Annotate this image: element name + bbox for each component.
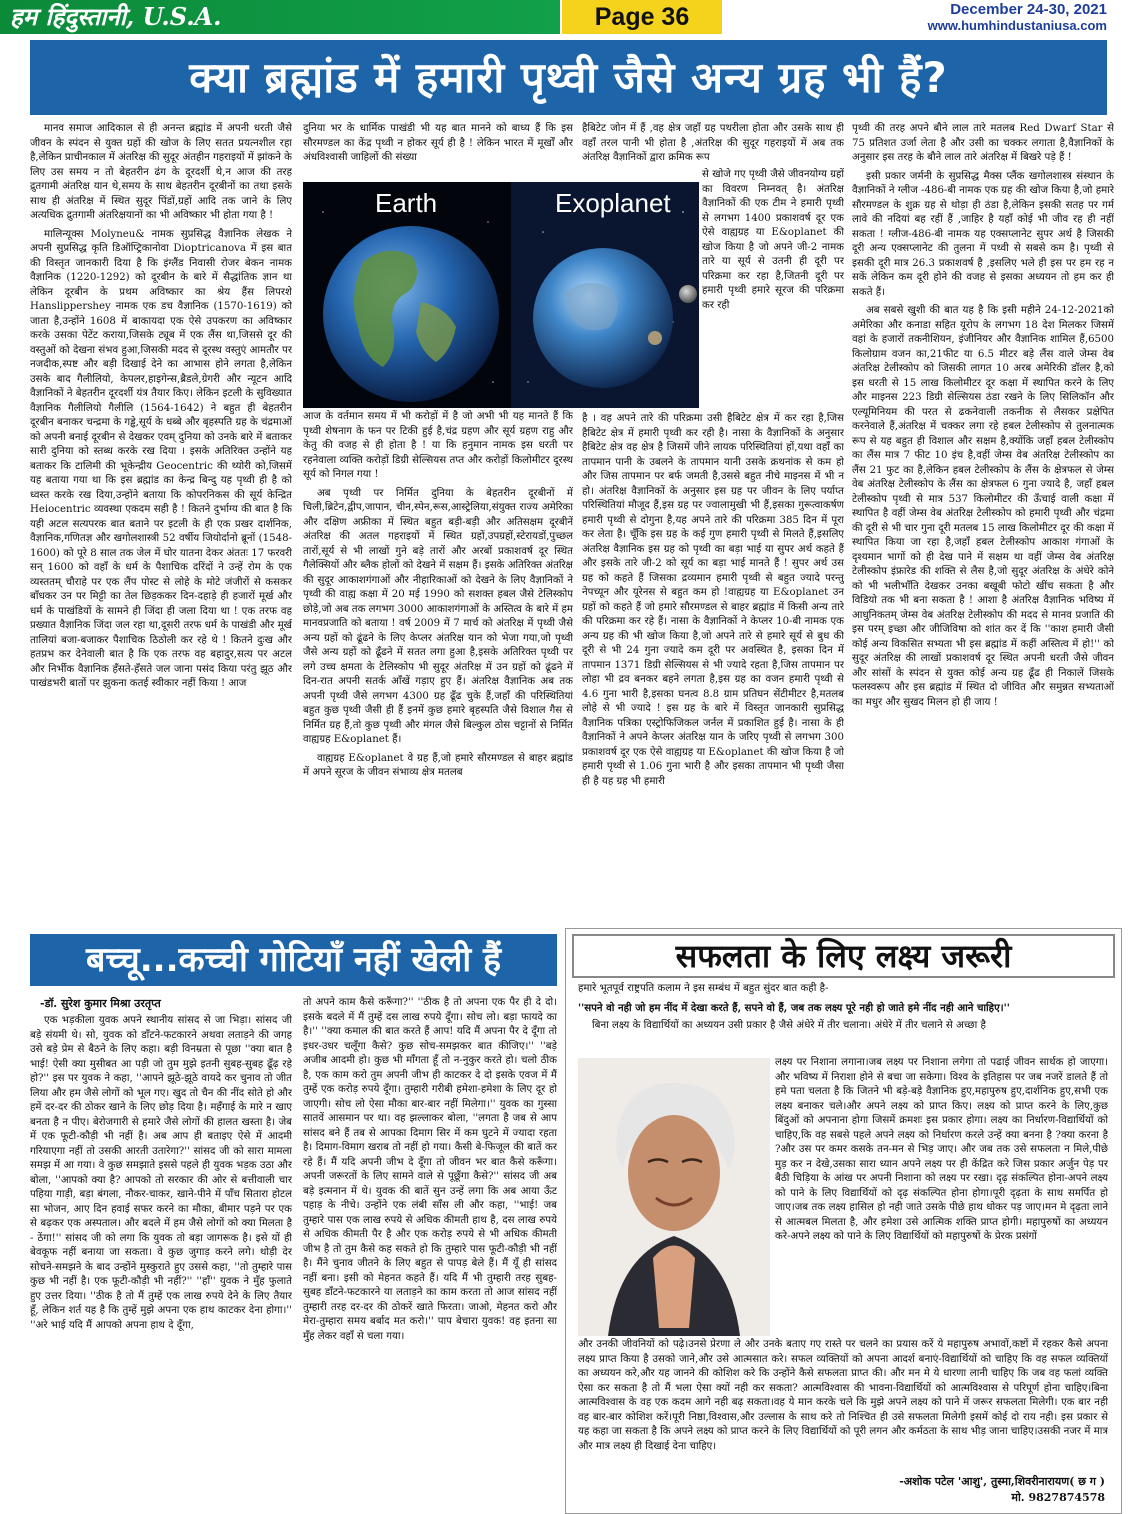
article1-paragraph: से खोजे गए पृथ्वी जैसे जीवनयोग्य ग्रहों का विवरण निम्नवत् है। अंतरिक्ष वैज्ञानिकों की एक टीम ने हमारी पृथ्वी से लगभग 1400 प्रकाशवर्ष दूर एक ऐसे वाह्यग्रह या E&oplanet की खोज किया है जो अपने जी-2 नामक तारे या सूर्य से उतनी ही दूरी पर परिक्रमा कर रहा है,जितनी दूरी पर हमारी पृथ्वी हमारे सूरज की परिक्रमा कर रही	[702, 169, 844, 311]
article1-paragraph: पृथ्वी की तरह अपने बौने लाल तारे मतलब Red Dwarf Star से 75 प्रतिशत उर्जा लेता है और उसी का चक्कर लगाता है,वैज्ञानिकों के अनुसार इस तरह के बौने लाल तारे अंतरिक्ष में बिखरे पड़े हैं !	[852, 123, 1114, 163]
page-number: Page 36	[562, 0, 722, 34]
article1-column-4	[852, 122, 1114, 924]
article1-paragraph: मालिन्यूक्स Molyneu& नामक सुप्रसिद्ध वैज्ञानिक लेखक ने अपनी सुप्रसिद्ध कृति डिऑप्ट्रिकानोवा Dioptricanova में इस बात की विस्तृत जानकारी दिया है कि इंग्लैंड निवासी रोजर बेकन नामक वैज्ञानिक (1220-1292) को दूरबीन के बारे में सैद्धांतिक ज्ञान था लेकिन दूरबीन के प्रथम अविष्कार का श्रेय हैंस लिपरशे Hanslippershey नामक एक डच वैज्ञानिक (1570-1619) को जाता है,उन्होंने 1608 में बाकायदा एक ऐसे उपकरण का अविष्कार करके उसका पेटेंट कराया,जिसके ट्यूब में एक लैंस था,जिससे दूर की वस्तुओं को देखना संभव हुआ,जिसकी मदद से दूरस्थ वस्तुएं आमतौर पर नजदीक,स्पष्ट और बड़ी दिखाई देने का आभास होने लगता है,लेकिन उसके बाद गैलीलियो, केपलर,हाइगेन्स,ब्रैडले,ग्रेगरी और न्यूटन आदि वैज्ञानिकों ने बेहतरीन दूरदर्शी यंत्र तैयार किए। लेकिन इटली के सुविख्यात वैज्ञानिक गैलीलियो गैलीलि (1564-1642) ने बहुत ही बेहतरीन दूरबीन बनाकर चन्द्रमा के गड्ढे,सूर्य के धब्बे और बृहस्पति ग्रह के चंद्रमाओं को अपनी बनाई दूरबीन से देखकर एवम् दुनिया को उनके बारे में बताकर सारी दुनिया को स्तब्ध करके रख दिया । इसके अतिरिक्त उन्होंने यह बताकर कि टालिमी की भूकेन्द्रीय Geocentric की थ्योरी को,जिसमें यह बताया गया था कि इस ब्रह्मांड का केन्द्र बिन्दु यह पृथ्वी ही है को ध्वस्त करके रख दिया,उन्होंने बताया कि कोपरनिकस की सूर्य केन्द्रित Heiocentric व्यवस्था एकदम सही है ! कितने दुर्भाग्य की बात है कि यही अटल सत्यपरक बात बताने पर इटली के ही एक प्रखर दार्शनिक, वैज्ञानिक,गणितज्ञ और खगोलशास्त्री 52 वर्षीय जियोर्दानो ब्रूनों (1548-1600) को पूरे 8 साल तक जेल में घोर यातना देकर अंततः 17 फरवरी सन् 1600 को वहाँ के धर्म के पैशाचिक दरिंदों ने उन्हें रोम के एक व्यस्ततम् चौराहे पर एक लैंप पोस्ट से लोहे के मोटे जंजीरों से कसकर बाँधकर उन पर मिट्टी का तेल छिड़ककर दिन-दहाड़े ही हजारों मूर्ख और धर्म के पाखंडियों के सामने ही जिंदा ही जला दिया था ! एक तरफ वह प्रख्यात वैज्ञानिक जिंदा जल रहा था,दूसरी तरफ धर्म के पाखंडी और मूर्ख तालियां बजा-बजाकर पैशाचिक ठिठोली कर रहे थे ! कितने दुःख और हतप्रभ कर देनेवाली बात है कि एक तरफ वह बहादुर,सत्य पर अटल और निर्भीक वैज्ञानिक हँसते-हँसते जल जाना पसंद किया परंतु झूठ और पाखंडभरी बातों पर झुकना कतई स्वीकार नहीं किया ! आज	[30, 228, 292, 689]
article1-paragraph: अब सबसे खुशी की बात यह है कि इसी महीने 24-12-2021को अमेरिका और कनाडा सहित यूरोप के लगभग 18 देश मिलकर जिसमें वहां के हजारों तकनीशियन, इंजीनियर और वैज्ञानिक शामिल हैं,6500 किलोग्राम वजन का,21फीट या 6.5 मीटर बड़े लैंस वाले जेम्स वेब अंतरिक्ष टेलीस्कोप को जिसकी लागत 10 अरब अमेरिकी डॉलर है,को इस धरती से 15 लाख किलोमीटर दूर कक्षा में स्थापित करने के लिए और माइनस 223 डिग्री सेल्सियस ठंडा रखने के लिए सिलिकॉन और एल्यूमिनियम की परत से ढकनेवाली तकनीक से लैसकर प्रक्षेपित करनेवाले हैं,अंतरिक्ष में चक्कर लगा रहे हबल टेलीस्कोप से तुलनात्मक रूप से यह बहुत ही विशाल और सक्षम है,क्योंकि जहाँ हबल टेलीस्कोप का लैंस मात्र 7 फीट 10 इंच है,वहीं जेम्स वेब अंतरिक्ष टेलीस्कोप का लैंस 21 फुट का है,लेकिन हबल टेलीस्कोप के लैंस के क्षेत्रफल से जेम्स वेब अंतरिक्ष टेलीस्कोप के लैंस का क्षेत्रफल 6 गुना ज्यादे है, जहाँ हबल टेलीस्कोप पृथ्वी से मात्र 537 किलोमीटर की ऊँचाई वाली कक्षा में स्थापित है वहीं जेम्स वेब अंतरिक्ष टेलीस्कोप को हमारी पृथ्वी और चंद्रमा की दूरी से भी चार गुना दूरी मतलब 15 लाख किलोमीटर दूर की कक्षा में स्थापित किया जा रहा है,जहाँ हबल टेलीस्कोप आकाश गंगाओं के दृश्यमान भागों को ही देख पाने में सक्षम था वहीं जेम्स वेब अंतरिक्ष टेलीस्कोप इंफ्रारेड की शक्ति से लैस है,जो सुदूर अंतरिक्ष के अंधेरे कोने को भी भलीभाँति देखकर उनका बखूबी फोटो खींच सकता है और विडियो तक भी बना सकता है ! आशा है अंतरिक्ष वैज्ञानिक भविष्य में आधुनिकतम् जेम्स वेब अंतरिक्ष टेलीस्कोप की मदद से मानव प्रजाति की इस परम् इच्छा और जीजिविषा को शांत कर दें कि ''काश हमारी जैसी कोई अन्य विकसित सभ्यता भी इस ब्रह्मांड में कहीं अस्तित्व में हो!'' को सुदूर अंतरिक्ष की लाखों प्रकाशवर्ष दूर स्थित अपनी धरती जैसे जीवन और सांसों के स्पंदन से युक्त कोई अन्य ग्रह ढूँढ ही निकालें जिसके फलस्वरूप और इस ब्रह्मांड में स्थित दो जीवित और समुन्नत सभ्यताओं का मधुर और सुखद मिलन हो ही जाय !	[852, 305, 1114, 708]
article2-headline-banner	[30, 934, 557, 986]
article1-column-2-top	[303, 122, 573, 180]
article2-column-1	[30, 1014, 292, 1504]
article1-column-3-mid	[702, 168, 844, 412]
page-header	[0, 0, 1135, 36]
exoplanet-label: Exoplanet	[555, 188, 671, 218]
article1-paragraph: वाह्यग्रह E&oplanet वे ग्रह हैं,जो हमारे सौरमण्डल से बाहर ब्रह्मांड में अपने सूरज के जीवन संभाव्य क्षेत्र मतलब	[303, 752, 573, 778]
article2-headline: बच्चू...कच्ची गोटियाँ नहीं खेली हैं	[85, 940, 502, 980]
issue-date: December 24-30, 2021	[950, 1, 1107, 18]
article1-paragraph: अब पृथ्वी पर निर्मित दुनिया के बेहतरीन दूरबीनों में चिली,ब्रिटेन,द्वीप,जापान, चीन,स्पेन,रूस,आस्ट्रेलिया,संयुक्त राज्य अमेरिका और दक्षिण अफ्रीका में स्थित बहुत बड़ी-बड़ी और अतिसक्षम दूरबीनें अंतरिक्ष की अतल गहराइयों में स्थित ग्रहों,उपग्रहों,स्टेरायडों,पुच्छल तारों,सूर्य से भी लाखों गुने बड़े तारों और अरबों प्रकाशवर्ष दूर स्थित गैलेक्सियों और ब्लैक होलों को देखने में सक्षम हैं। इसके अतिरिक्त अंतरिक्ष की सुदूर आकाशगंगाओं और नीहारिकाओं को देखने के लिए वैज्ञानिकों ने पृथ्वी की वाह्य कक्षा में 20 मई 1990 को सशक्त हबल जैसे टेलिस्कोप छोड़े,जो अब तक लगभग 3000 आकाशगंगाओं के अस्तित्व के बारे में हम मानवप्रजाति को बताया ! वर्ष 2009 में 7 मार्च को अंतरिक्ष में पृथ्वी जैसे अन्य ग्रहों को ढूंढने के लिए केप्लर अंतरिक्ष यान को भेजा गया,जो पृथ्वी जैसे अन्य ग्रहों को ढूँढने में सतत लगा हुआ है,इसके अतिरिक्त पृथ्वी पर लगे उच्च क्षमता के टेलिस्कोप भी सुदूर अंतरिक्ष में उन ग्रहों को ढूंढने में दिन-रात अपनी सतर्क आँखें गड़ाए हुए हैं। अंतरिक्ष वैज्ञानिक अब तक अपनी पृथ्वी जैसे लगभग 4300 ग्रह ढूँढ चुके हैं,जहाँ की परिस्थितियां बहुत कुछ पृथ्वी जैसी ही हैं इनमें कुछ हमारे बृहस्पति जैसे विशाल गैस से निर्मित ग्रह हैं,तो कुछ पृथ्वी और मंगल जैसे बिल्कुल ठोस चट्टानों से निर्मित वाह्यग्रह E&oplanet हैं।	[303, 487, 573, 745]
article1-paragraph: दुनिया भर के धार्मिक पाखंडी भी यह बात मानने को बाध्य हैं कि इस सौरमण्डल का केंद्र पृथ्वी न होकर सूर्य ही है ! लेकिन भारत में मूर्खों और अंधविश्वासी जाहिलों की संख्या	[303, 123, 573, 163]
kalam-quote: ''सपने वो नही जो हम नींद में देखा करते हैं, सपने वो हैं, जब तक लक्ष्य पूरे नही हो जाते हमे नींद नही आने चाहिए।''	[578, 1001, 1010, 1014]
article3-headline: सफलता के लिए लक्ष्य जरूरी	[675, 937, 1012, 975]
kalam-portrait	[578, 1058, 770, 1336]
article1-column-2-bottom	[303, 410, 573, 924]
article1-paragraph: आज के वर्तमान समय में भी करोड़ों में है जो अभी भी यह मानते हैं कि पृथ्वी शेषनाग के फन पर टिकी हुई है,चंद्र ग्रहण और सूर्य ग्रहण राहु और केतु की वजह से ही होता है ! या कि हनुमान नामक इस धरती पर रहनेवाला व्यक्ति करोड़ों डिग्री सेल्सियस तप्त और करोड़ों किलोमीटर दूरस्थ सूर्य को निगल गया !	[303, 411, 573, 480]
website-link[interactable]: www.humhindustaniusa.com	[927, 18, 1107, 33]
main-headline-banner	[30, 40, 1107, 115]
article1-column-3-bottom	[582, 412, 844, 924]
article2-paragraph: एक भड़कीला युवक अपने स्थानीय सांसद से जा भिड़ा। सांसद जी बड़े संयमी थे। सो, युवक को डाँटने-फटकारने अथवा लताड़ने की जगह उसे बड़े प्रेम से बैठने के लिए कहा। बड़ी विनम्रता से पूछा ''क्या बात है भाई! ऐसी क्या मुसीबत आ पड़ी जो तुम मुझे इतनी सुबह-सुबह ढूँढ़ रहे हो?'' इस पर युवक ने कहा, ''आपने झूठे-झूठे वायदे कर चुनाव तो जीत लिया और हम जैसे लोगों को भूल गए। खुद तो चैन की नींद सोते हो और हमें दर-दर की ठोकर खाने के लिए छोड़ दिया है। महँगाई के मारे न खाए बनता है न पीए। बेरोजगारी से हमारे जैसे लोगों की हालत खस्ता है। जेब में एक फूटी-कौड़ी भी नहीं है। अब आप ही बताइए ऐसे में आदमी गरियाएगा नहीं तो उसकी आरती उतारेगा?'' सांसद जी को सारा मामला समझ में आ गया। वे कुछ समझाते इससे पहले ही युवक भड़क उठा और बोला, ''आपको क्या है? आपको तो सरकार की ओर से बत्तीवाली चार पहिया गाड़ी, बड़ा बंगला, नौकर-चाकर, खाने-पीने में पाँच सितारा होटल सा भोजन, आए दिन हवाई सफर करने का मौका, बीमार पड़ने पर एक से बढ़कर एक अस्पताल। और बदले में हम जैसे लोगों को क्या मिलता है - ठेंगा!'' सांसद जी को लगा कि युवक तो बड़ा जागरूक है। इसे यों ही बेवकूफ नहीं बनाया जा सकता। वे कुछ जुगाड़ करने लगे। थोड़ी देर सोचने-समझने के बाद उन्होंने मुस्कुराते हुए उससे कहा, ''तो तुम्हारे पास कुछ भी नहीं है। एक फूटी-कौड़ी भी नहीं?'' ''हाँ'' युवक ने मुँह फुलाते हुए उत्तर दिया। ''ठीक है तो मैं तुम्हें एक लाख रुपये देने के लिए तैयार हूँ, लेकिन शर्त यह है कि तुम्हें मुझे अपना एक हाथ काटकर देना होगा।'' ''अरे भाई यदि मैं आपको अपना हाथ दे दूँगा,	[30, 1015, 292, 1331]
author-mobile: मो. 9827874578	[1011, 1491, 1105, 1504]
author-name: -अशोक पटेल 'आशु', तुस्मा,शिवरीनारायण( छ ग )	[899, 1475, 1105, 1488]
article3-paragraph: और उनकी जीवनियों को पढ़े।उनसे प्रेरणा ले और उनके बताए गए रास्ते पर चलने का प्रयास करें ये महापुरुष अभावों,कष्टों में रहकर कैसे अपना लक्ष्य प्राप्त किया है उसको जाने,और उसे आत्मसात करे। सफल व्यक्तियों को अपना आदर्श बनाएं-विद्यार्थियों को चाहिए कि वह सफल व्यक्तियों का अध्ययन करे,और यह जानने की कोशिश करे कि उन्होंने कैसे सफलता प्राप्त की। और मन मे ये धारणा लानी चाहिए कि जब वह फलां व्यक्ति ऐसा कर सकता है तो मैं भला ऐसा क्यों नही कर सकता? आत्मविश्वास की भावना-विद्यार्थियों को आत्मविश्वास से परिपूर्ण होना चाहिए।बिना आत्मविश्वास के वह एक कदम आगे नही बढ़ सकता।वह ये मान करके चले कि मुझे अपने लक्ष्य को पाने में जरूर सफलता मिलेगी। एक बार नही वह बार-बार कोशिश करें।पूरी निष्ठा,विश्वास,और उल्लास के साथ करे तो निश्चित ही उसे सफलता मिलेगी इसमें कोई दो राय नही। इस प्रकार से यह कहा जा सकता है कि अपने लक्ष्य को प्राप्त करने के लिए विद्यार्थियों को पूरी लगन और कर्मठता के साथ भीड़ जाना चाहिए।उसकी नजर में मात्र और मात्र लक्ष्य ही दिखाई देना चाहिए।	[578, 1339, 1108, 1452]
article1-column-1	[30, 122, 292, 924]
header-meta	[724, 0, 1135, 34]
article3-signature	[680, 1474, 1105, 1506]
article3-intro	[578, 982, 1108, 1056]
article1-paragraph: इसी प्रकार जर्मनी के सुप्रसिद्ध मैक्स प्लैंक खगोलशास्त्र संस्थान के वैज्ञानिकों ने ग्लीज -486-बी नामक एक ग्रह की खोज किया है,जो हमारे सौरमण्डल के शुक्र ग्रह से थोड़ा ही ठंडा है,लेकिन इसकी सतह पर गर्म लावे की नदियां बह रहीं हैं ,जाहिर है यहाँ कोई भी जीव रह ही नहीं सकता ! ग्लीज-486-बी नामक यह एक्सप्लानेट सुपर अर्थ है जिसकी दूरी अन्य एक्सप्लानेट की तुलना में पथ्वी से सबसे कम है। पृथ्वी से इसकी दूरी मात्र 26.3 प्रकाशवर्ष है ,इसलिए भले ही इस पर हम रह न सकें लेकिन कम दूरी होने की वजह से इसका अध्ययन तो हम कर ही सकते हैं।	[852, 170, 1114, 298]
publication-name: हम हिंदुस्तानी, U.S.A.	[10, 2, 222, 31]
article2-paragraph: तो अपने काम कैसे करूँगा?'' ''ठीक है तो अपना एक पैर ही दे दो। इसके बदले में मैं तुम्हें दस लाख रुपये दूँगा। सोच लो। बड़ा फायदे का है।'' ''क्या कमाल की बात करते हैं आप! यदि मैं अपना पैर दे दूँगा तो इधर-उधर चलूँगा कैसे? कुछ सोच-समझकर बात कीजिए।'' ''बड़े अजीब आदमी हो। कुछ भी माँगता हूँ तो न-नुकुर करते हो। चलो ठीक है, एक काम करो तुम अपनी जीभ ही काटकर दे दो इसके एवज में मैं तुम्हें एक करोड़ रुपये दूँगा। तुम्हारी गरीबी हमेशा-हमेशा के लिए दूर हो जाएगी। सोच लो ऐसा मौका बार-बार नहीं मिलेगा।'' युवक का गुस्सा सातवें आसमान पर था। वह झल्लाकर बोला, ''लगता है जब से आप सांसद बने हैं तब से आपका दिमाग सिर में कम घुटने में ज्यादा रहता है। दिमाग-विमाग खराब तो नहीं हो गया। कैसी बे-फिजूल की बातें कर रहे हैं। मैं यदि अपनी जीभ दे दूँगा तो जीवन भर बात कैसे करूँगा। अपनी जरूरतों के लिए सामने वाले से पूछूँगा कैसे?'' सांसद जी अब बड़े इत्मनान में थे। युवक की बातें सुन उन्हें लगा कि अब आया ऊँट पहाड़ के नीचे। उन्होंने एक लंबी साँस ली और कहा, ''भाई! जब तुम्हारे पास एक लाख रुपये से अधिक कीमती हाथ है, दस लाख रुपये से अधिक कीमती पैर है और एक करोड़ रुपये से भी अधिक कीमती जीभ है तो तुम कैसे कह सकते हो कि तुम्हारे पास फूटी-कौड़ी भी नहीं है। मैंने चुनाव जीतने के लिए बहुत से पापड़ बेले हैं। मैं यूँ ही सांसद नहीं बना। इसी को मेहनत कहते हैं। यदि मैं भी तुम्हारी तरह सुबह-सुबह डाँटने-फटकारने या लताड़ने का काम करता तो आज सांसद नहीं तुम्हारी तरह दर-दर की ठोकरें खाते फिरता। जाओ, मेहनत करो और मेरा-तुम्हारा समय बर्बाद मत करो।'' पाप बेचारा युवक! वह इतना सा मुँह लेकर वहाँ से चला गया।	[303, 997, 557, 1342]
brand-strip	[0, 0, 560, 34]
article3-column-beside-photo	[775, 1056, 1108, 1338]
main-headline: क्या ब्रह्मांड में हमारी पृथ्वी जैसे अन्य ग्रह भी हैं?	[189, 53, 948, 102]
article3-headline-banner	[572, 934, 1115, 978]
article2-column-2	[303, 996, 557, 1504]
earth-exoplanet-image	[303, 182, 699, 408]
article3-paragraph: बिना लक्ष्य के विद्यार्थियों का अध्ययन उसी प्रकार है जैसे अंधेरे में तीर चलाना। अंधेरे में तीर चलाने से अच्छा है	[592, 1020, 986, 1031]
kalam-portrait-illustration	[578, 1058, 770, 1336]
article1-paragraph: हैबिटेट जोन में हैं ,वह क्षेत्र जहाँ ग्रह पथरीला होता और उसके साथ ही वहाँ तरल पानी भी होता है ,अंतरिक्ष की सुदूर गहराइयों में अब तक अंतरिक्ष वैज्ञानिकों द्वारा क्रमिक रूप	[582, 123, 844, 163]
article2-author: -डॉ. सुरेश कुमार मिश्रा उरतृप्त	[40, 997, 161, 1010]
article3-column-bottom	[578, 1338, 1108, 1474]
earth-label: Earth	[375, 188, 438, 218]
article1-paragraph: मानव समाज आदिकाल से ही अनन्त ब्रह्मांड में अपनी धरती जैसे जीवन के स्पंदन से युक्त ग्रहों की खोज के लिए सतत प्रयत्नशील रहा है,लेकिन प्राचीनकाल में अंतरिक्ष की सुदूर अंतहीन गहराइयों में झांकने के लिए उस समय न तो बेहतरीन ढंग के दूरदर्शी थे,न आज की तरह द्रुतगामी अंतरिक्ष यान थे,समय के साथ बेहतरीन दूरबीनों का तथा इसके साथ ही अंतरिक्ष में स्थित सुदूर पिंडों,ग्रहों आदि तक जाने के लिए अत्यधिक द्रुतगामी अंतरिक्षयानों का भी अविष्कार भी होता गया है !	[30, 123, 292, 221]
article3-paragraph: लक्ष्य पर निशाना लगाना।जब लक्ष्य पर निशाना लगेगा तो पढाई जीवन सार्थक हो जाएगा।और भविष्य में निराशा होने से बचा जा सकेगा। विश्व के इतिहास पर जब नजरें डालते हैं तो हमे पता चलता है कि जितने भी बड़े-बड़े वैज्ञानिक हुए,महापुरुष हुए,दार्शनिक हुए,सभी एक लक्ष्य बनाकर चले।और अपने लक्ष्य को प्राप्त किए। लक्ष्य को प्राप्त करने के लिए,कुछ बिंदुओं को अपनाना होगा जिसमें क्रमशः इस प्रकार होगा। लक्ष्य का निर्धारण-विद्यार्थियों को चाहिए,कि वह सबसे पहले अपने लक्ष्य को निर्धारण करले उन्हें क्या बनना है ?क्या करना है ?और उस पर कमर कसके तन-मन से भिड़ जाए। और जब तक उसे सफलता न मिले,पीछे मुड़ कर न देखे,उसका सारा ध्यान अपने लक्ष्य पर ही केंद्रित करे जिस प्रकार अर्जुन पेड़ पर बैठी चिड़िया के आंख पर अपनी निशाना को लक्ष्य पर रखा। दृढ़ संकल्पित होना-अपने लक्ष्य को पाने के लिए विद्यार्थियों को दृढ़ संकल्पित होना होगा।पूरी दृढ़ता के साथ समर्पित हो जाए।जब तक लक्ष्य हासिल हो नही जाते उसके पीछे हाथ धोकर पड़ जाए।मन मे दृढ़ता लाने से आत्मबल मिलता है, और हमेशा उसे आत्मिक शक्ति प्राप्त होगी। महापुरुषों का अध्ययन करे-अपने लक्ष्य को पाने के लिए विद्यार्थियों को महापुरुषों के प्रेरक प्रसंगों	[775, 1057, 1108, 1242]
article3-intro-line: हमारे भूतपूर्व राष्ट्रपति कलाम ने इस सम्बंध में बहुत सुंदर बात कही है-	[578, 983, 829, 994]
article1-paragraph: है । वह अपने तारे की परिक्रमा उसी हैबिटेट क्षेत्र में कर रहा है,जिस हैबिटेट क्षेत्र में हमारी पृथ्वी कर रही है। नासा के वैज्ञानिकों के अनुसार हैबिटेट क्षेत्र वह क्षेत्र है जिसमें जीने लायक परिस्थितियां हों,यथा वहाँ का तापमान पानी के उबलने के तापमान यानी उसके क्रथनांक से कम हो और जिस तापमान पर बर्फ जमती है,उससे बहुत नीचे माइनस में भी न हो। अंतरिक्ष वैज्ञानिकों के अनुसार इस ग्रह पर जीवन के लिए पर्याप्त परिस्थितियां मौजूद हैं,इस ग्रह पर ज्वालामुखी भी हैं,इसका गुरूत्वाकर्षण हमारी पृथ्वी से दोगुना है,यह अपने तारे की परिक्रमा 385 दिन में पूरा कर लेता है। चूँकि इस ग्रह के कई गुण हमारी पृथ्वी से मिलते हैं,इसलिए अंतरिक्ष वैज्ञानिक इस ग्रह को पृथ्वी का बड़ा भाई या सुपर अर्थ कहते हैं और इसके तारे जी-2 को सूर्य का बड़ा भाई मानते हैं ! सुपर अर्थ उस ग्रह को कहते हैं जिसका द्रव्यमान हमारी पृथ्वी से बहुत ज्यादे परन्तु नेपच्यून और यूरेनस से बहुत कम हो !वाह्यग्रह या E&oplanet उन ग्रहों को कहते हैं जो हमारे सौरमण्डल से बाहर ब्रह्मांड में किसी अन्य तारे की परिक्रमा कर रहे हैं। नासा के वैज्ञानिकों ने केप्लर 10-बी नामक एक अन्य ग्रह की भी खोज किया है,जो अपने तारे से हमारे सूर्य से बुध की दूरी से भी 24 गुना ज्यादे कम दूरी पर अवस्थित है, इसका दिन में तापमान 1371 डिग्री सेल्सियस से भी ज्यादे रहता है,जिस तापमान पर लोहा भी द्रव बनकर बहने लगता है,इस ग्रह का वजन हमारी पृथ्वी से 4.6 गुना भारी है,इसका घनत्व 8.8 ग्राम प्रतिघन सेंटीमीटर है,मतलब लोहे से भी ज्यादे ! इस ग्रह के बारे में विस्तृत जानकारी सुप्रसिद्ध वैज्ञानिक पत्रिका एस्ट्रोफिजिकल जर्नल में प्रकाशित हुई है। नासा के ही वैज्ञानिकों ने अपने केप्लर अंतरिक्ष यान के जरिए पृथ्वी से लगभग 300 प्रकाशवर्ष दूर एक ऐसे वाह्यग्रह या E&oplanet की खोज किया है जो हमारी पृथ्वी से 1.06 गुना भारी है और इसका तापमान भी पृथ्वी जैसा ही है यह ग्रह भी हमारी	[582, 413, 844, 787]
article1-column-3-top	[582, 122, 844, 168]
